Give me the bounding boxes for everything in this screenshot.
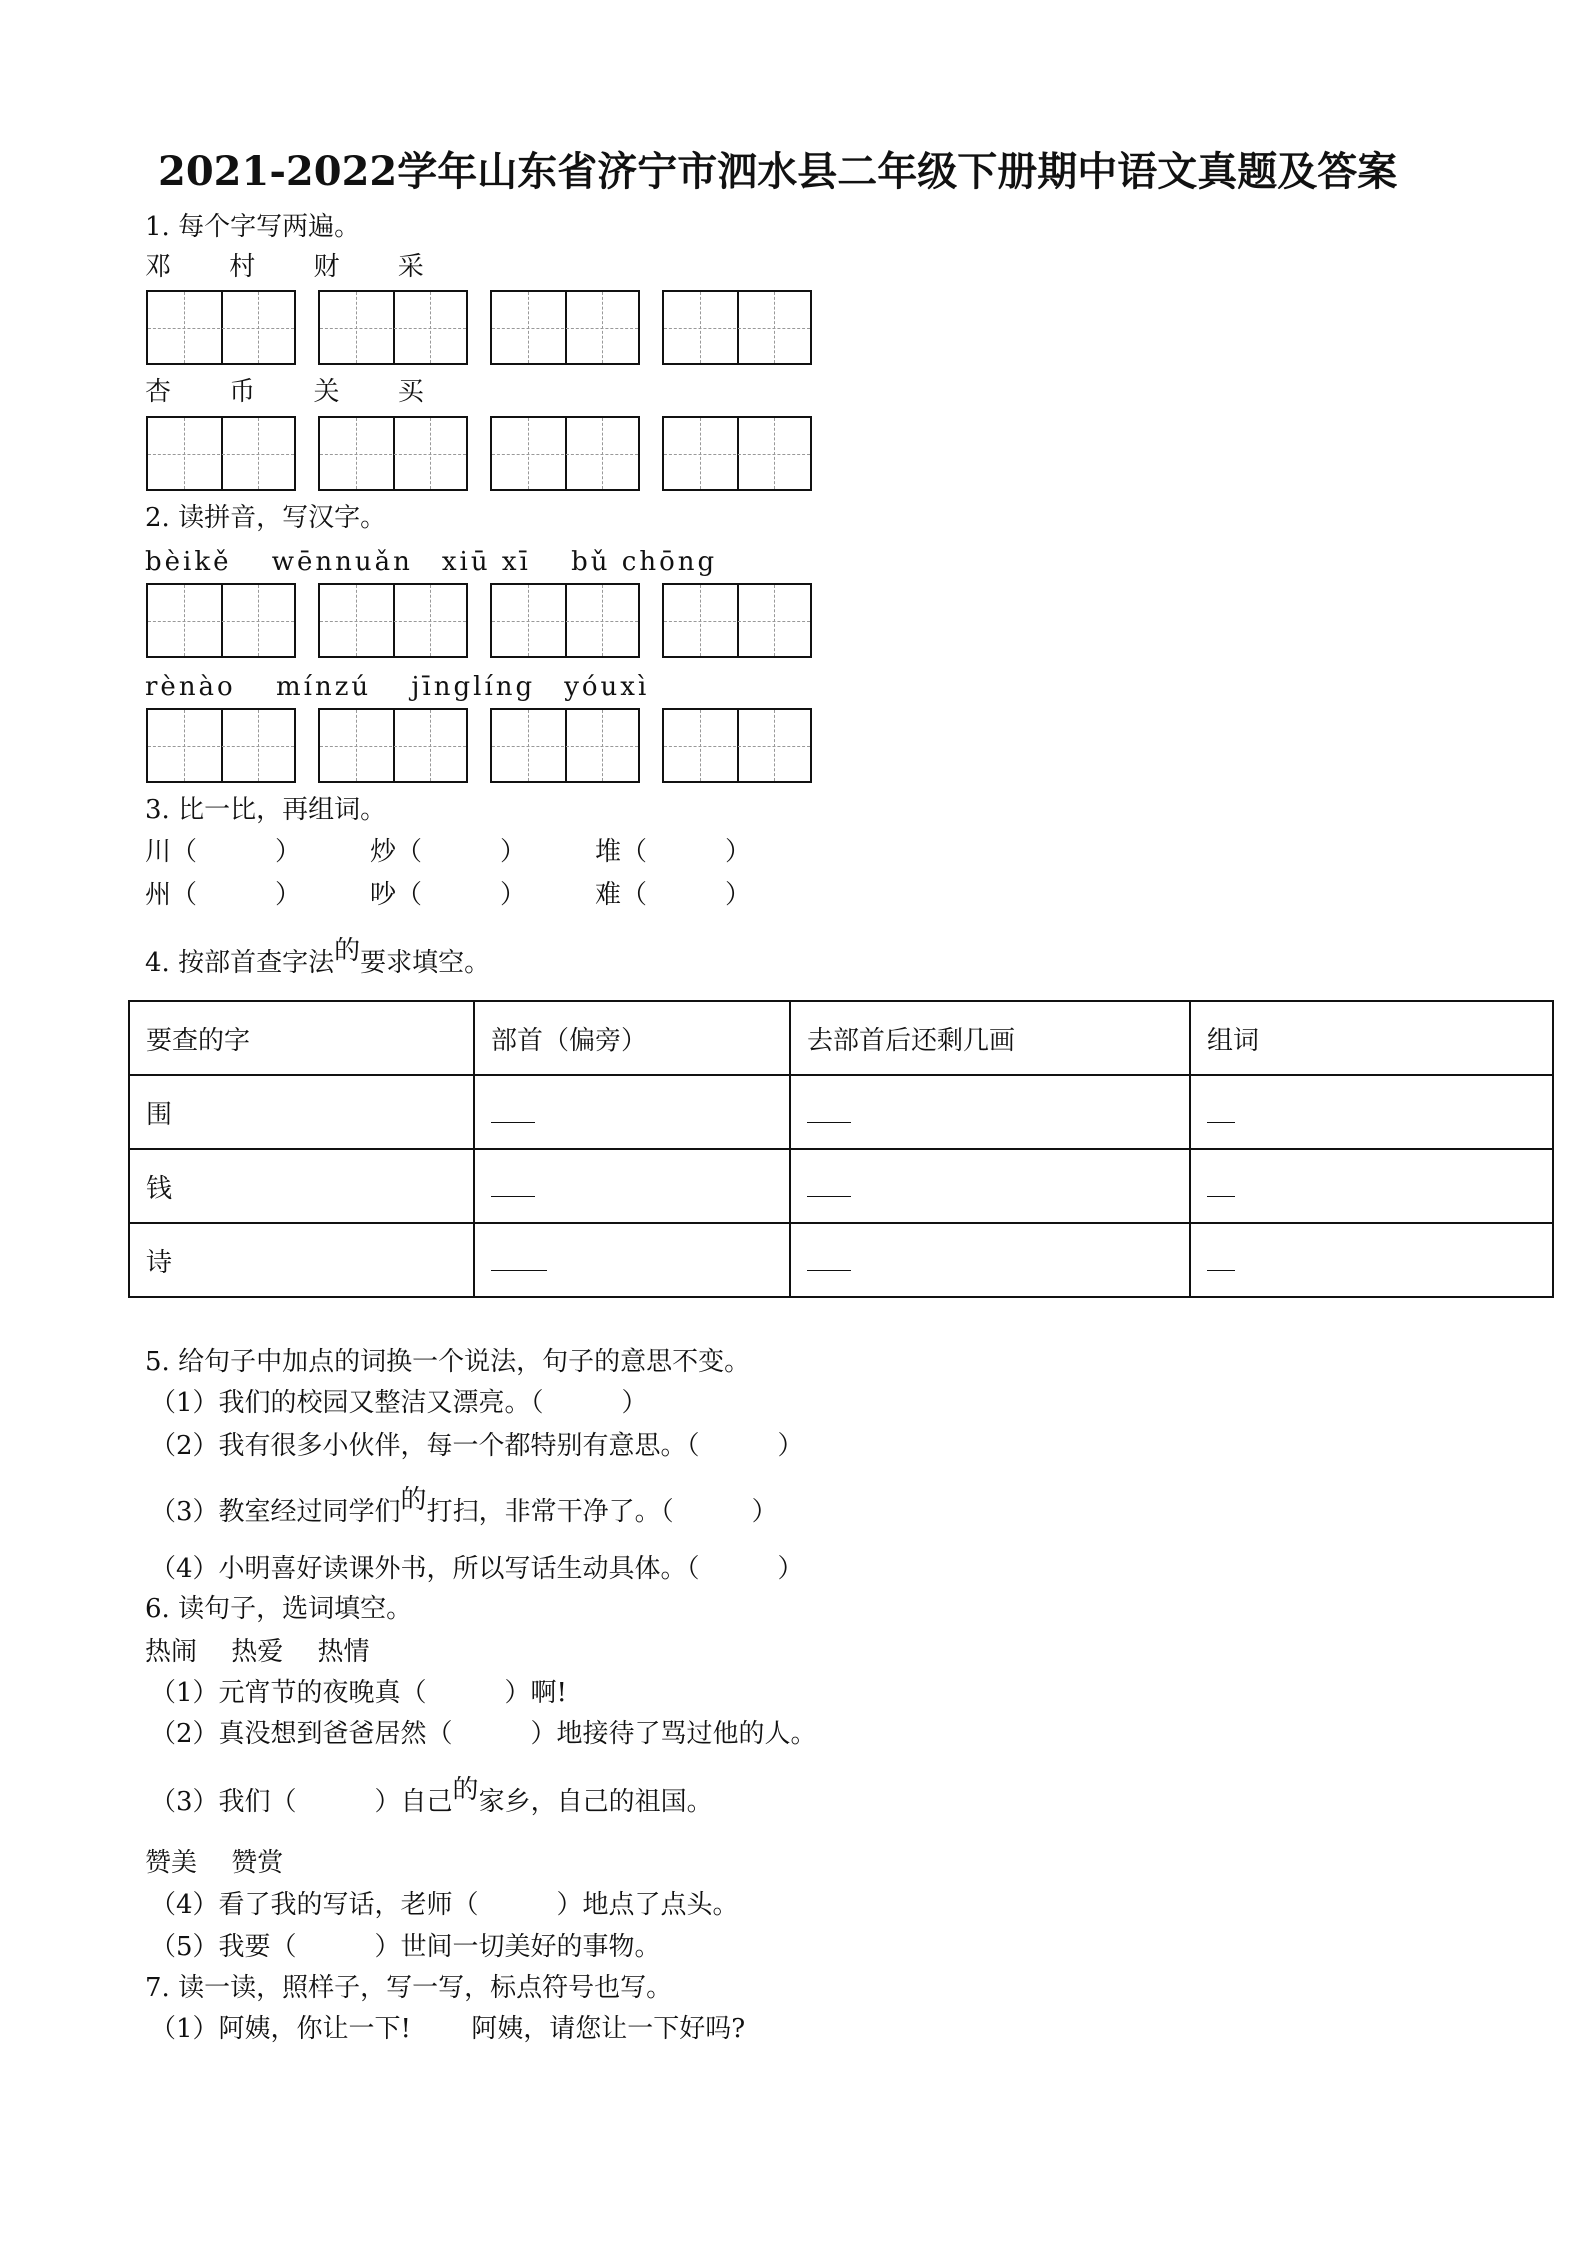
q3-item: 吵（ ） <box>370 880 527 910</box>
writing-box[interactable] <box>146 290 296 365</box>
q1-heading: 1. 每个字写两遍。 <box>145 212 361 242</box>
q1-grid-row2 <box>146 416 812 491</box>
writing-box[interactable] <box>318 416 468 491</box>
table-row <box>129 1149 1553 1223</box>
writing-box[interactable] <box>318 290 468 365</box>
answer-blank[interactable] <box>790 1149 1190 1223</box>
table-cell-char: 钱 <box>129 1149 474 1223</box>
q2-heading: 2. 读拼音，写汉字。 <box>145 503 387 533</box>
answer-blank[interactable] <box>474 1075 790 1149</box>
q6-item: （5）我要（ ）世间一切美好的事物。 <box>150 1932 661 1962</box>
q7-item: （1）阿姨，你让一下! 阿姨，请您让一下好吗? <box>150 2014 746 2044</box>
q3-item: 堆（ ） <box>595 837 752 867</box>
answer-blank[interactable] <box>474 1149 790 1223</box>
q6-item3-de: 的 <box>452 1775 479 1805</box>
q6-item: （4）看了我的写话，老师（ ）地点了点头。 <box>150 1890 739 1920</box>
radical-lookup-table <box>128 1000 1554 1298</box>
q4-heading-pre: 4. 按部首查字法 <box>145 948 335 978</box>
table-header: 部首（偏旁） <box>474 1001 790 1075</box>
page-title: 2021-2022学年山东省济宁市泗水县二年级下册期中语文真题及答案 <box>158 148 1398 195</box>
q5-item: （1）我们的校园又整洁又漂亮。（ ） <box>150 1388 648 1418</box>
q4-heading-de: 的 <box>334 936 361 966</box>
q5-heading: 5. 给句子中加点的词换一个说法，句子的意思不变。 <box>145 1347 751 1377</box>
writing-box[interactable] <box>662 416 812 491</box>
answer-blank[interactable] <box>790 1075 1190 1149</box>
answer-blank[interactable] <box>1190 1149 1553 1223</box>
q3-heading: 3. 比一比，再组词。 <box>145 795 387 825</box>
answer-blank[interactable] <box>1190 1223 1553 1297</box>
writing-box[interactable] <box>318 583 468 658</box>
table-cell-char: 围 <box>129 1075 474 1149</box>
table-row <box>129 1223 1553 1297</box>
writing-box[interactable] <box>146 416 296 491</box>
q3-item: 州（ ） <box>145 880 302 910</box>
q7-heading: 7. 读一读，照样子，写一写，标点符号也写。 <box>145 1973 673 2003</box>
answer-blank[interactable] <box>474 1223 790 1297</box>
writing-box[interactable] <box>662 290 812 365</box>
table-cell-char: 诗 <box>129 1223 474 1297</box>
q3-item: 川（ ） <box>145 837 302 867</box>
q6-item <box>150 1775 713 1817</box>
q1-row1-chars: 邓 村 财 采 <box>145 252 432 282</box>
q5-item: （2）我有很多小伙伴，每一个都特别有意思。（ ） <box>150 1431 804 1461</box>
q6-item: （2）真没想到爸爸居然（ ）地接待了骂过他的人。 <box>150 1719 817 1749</box>
q5-item3-de: 的 <box>400 1485 427 1515</box>
writing-box[interactable] <box>318 708 468 783</box>
writing-box[interactable] <box>490 708 640 783</box>
answer-blank[interactable] <box>790 1223 1190 1297</box>
q4-heading <box>145 936 491 978</box>
q2-row1-pinyin: bèikě wēnnuǎn xiū xī bǔ chōng <box>145 547 718 577</box>
q2-grid-row1 <box>146 583 812 658</box>
writing-box[interactable] <box>146 583 296 658</box>
q2-grid-row2 <box>146 708 812 783</box>
table-header: 要查的字 <box>129 1001 474 1075</box>
q5-item: （4）小明喜好读课外书，所以写话生动具体。（ ） <box>150 1554 804 1584</box>
q6-word-bank-2: 赞美 赞赏 <box>145 1848 284 1878</box>
q5-item3-post: 打扫，非常干净了。（ ） <box>426 1497 778 1527</box>
q6-item3-post: 家乡，自己的祖国。 <box>478 1787 713 1817</box>
writing-box[interactable] <box>146 708 296 783</box>
writing-box[interactable] <box>490 583 640 658</box>
writing-box[interactable] <box>662 708 812 783</box>
q6-heading: 6. 读句子，选词填空。 <box>145 1594 413 1624</box>
writing-box[interactable] <box>662 583 812 658</box>
q5-item3-pre: （3）教室经过同学们 <box>150 1497 401 1527</box>
q6-item3-pre: （3）我们（ ）自己 <box>150 1787 453 1817</box>
q3-item: 炒（ ） <box>370 837 527 867</box>
table-header-row <box>129 1001 1553 1075</box>
q5-item <box>150 1485 778 1527</box>
table-header: 去部首后还剩几画 <box>790 1001 1190 1075</box>
writing-box[interactable] <box>490 416 640 491</box>
writing-box[interactable] <box>490 290 640 365</box>
q4-heading-post: 要求填空。 <box>360 948 491 978</box>
q1-row2-chars: 杏 币 关 买 <box>145 377 432 407</box>
table-header: 组词 <box>1190 1001 1553 1075</box>
q3-item: 难（ ） <box>595 880 752 910</box>
table-row <box>129 1075 1553 1149</box>
q6-item: （1）元宵节的夜晚真（ ）啊! <box>150 1678 567 1708</box>
q2-row2-pinyin: rènào mínzú jīnglíng yóuxì <box>145 672 650 702</box>
answer-blank[interactable] <box>1190 1075 1553 1149</box>
q6-word-bank-1: 热闹 热爱 热情 <box>145 1637 370 1667</box>
q1-grid-row1 <box>146 290 812 365</box>
